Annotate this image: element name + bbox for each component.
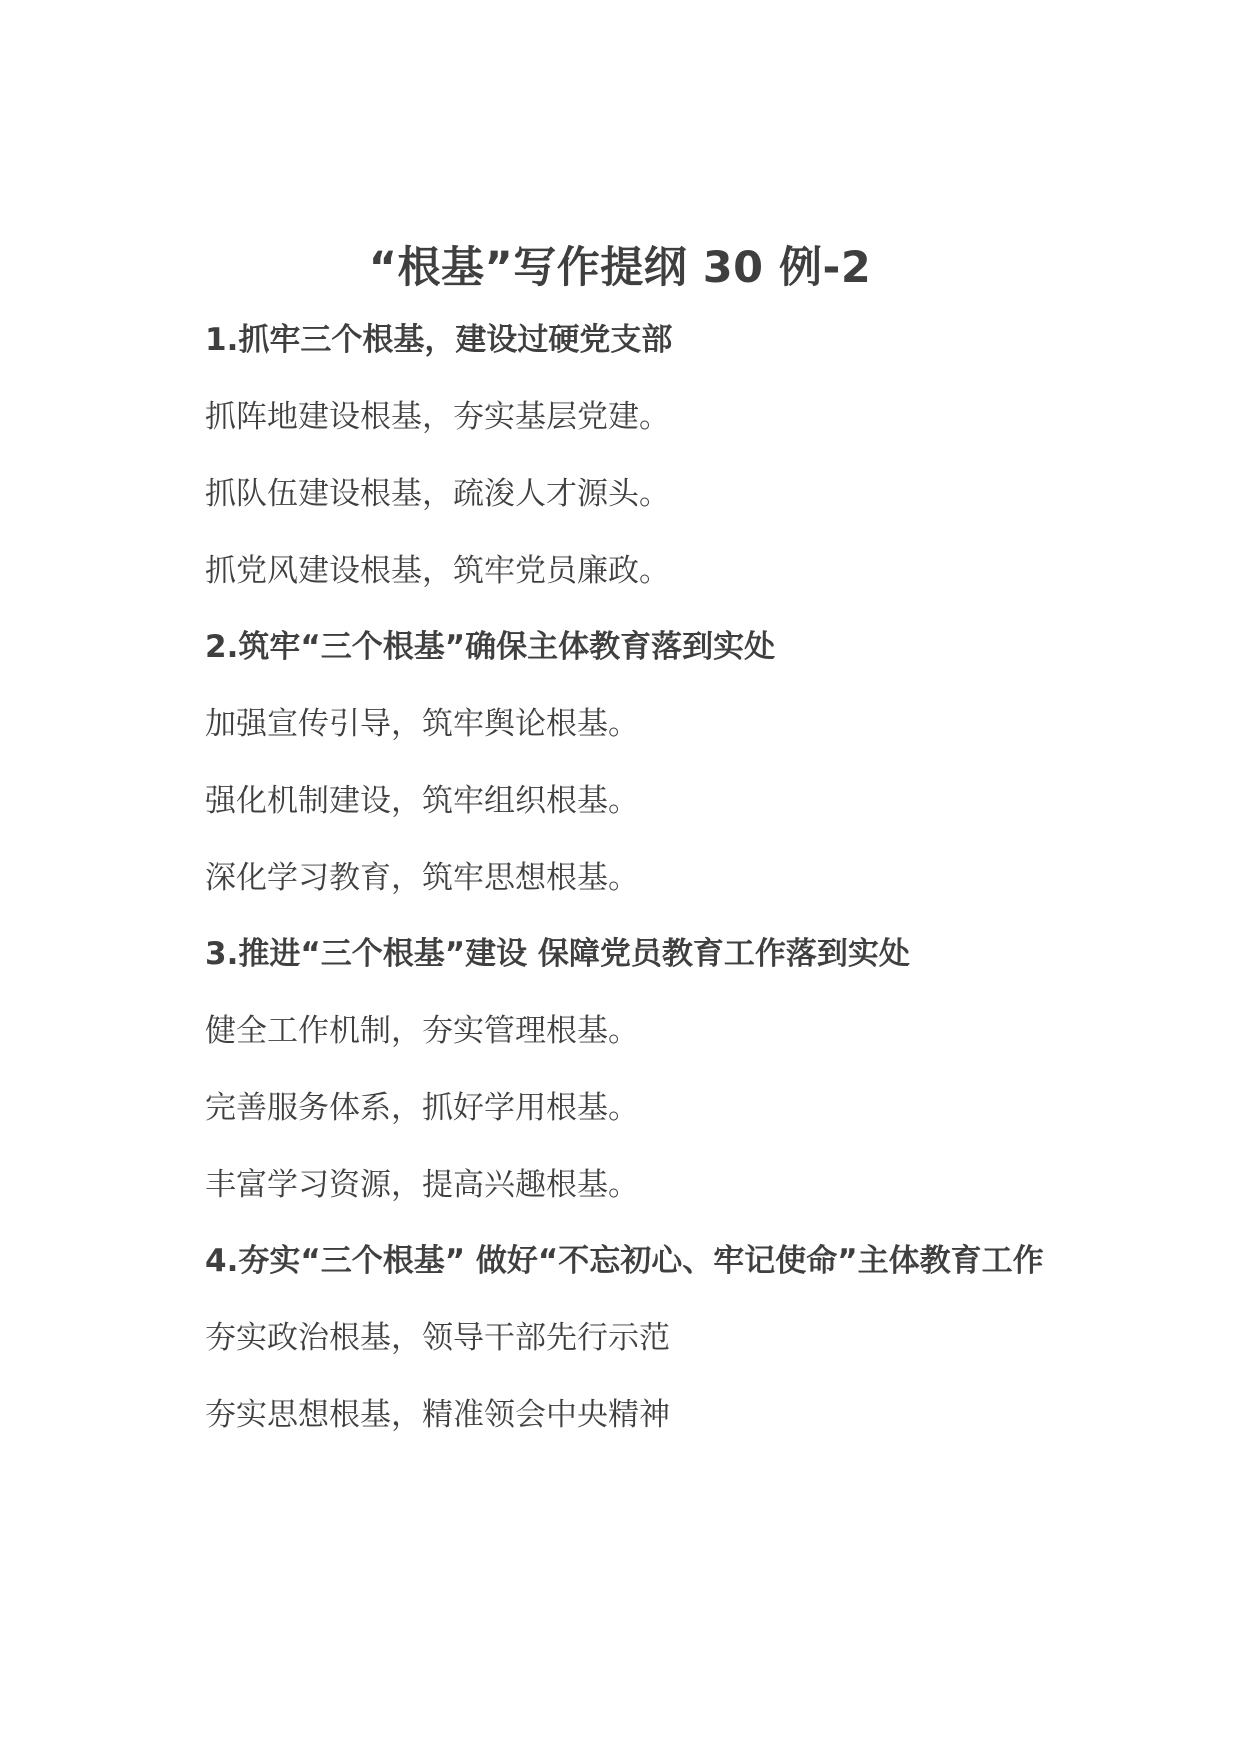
outline-item: 加强宣传引导，筑牢舆论根基。 — [205, 706, 639, 742]
outline-item: 抓阵地建设根基，夯实基层党建。 — [205, 399, 670, 435]
outline-item: 丰富学习资源，提高兴趣根基。 — [205, 1167, 639, 1203]
document-title: “根基”写作提纲 30 例-2 — [368, 243, 872, 293]
section-heading: 2.筑牢“三个根基”确保主体教育落到实处 — [205, 629, 776, 665]
outline-item: 抓队伍建设根基，疏浚人才源头。 — [205, 476, 670, 512]
outline-item: 抓党风建设根基，筑牢党员廉政。 — [205, 553, 670, 589]
section-heading: 4.夯实“三个根基” 做好“不忘初心、牢记使命”主体教育工作 — [205, 1243, 1044, 1279]
outline-item: 完善服务体系，抓好学用根基。 — [205, 1090, 639, 1126]
outline-item: 深化学习教育，筑牢思想根基。 — [205, 860, 639, 896]
outline-item: 夯实思想根基，精准领会中央精神 — [205, 1397, 670, 1433]
outline-item: 健全工作机制，夯实管理根基。 — [205, 1013, 639, 1049]
section-heading: 3.推进“三个根基”建设 保障党员教育工作落到实处 — [205, 936, 910, 972]
outline-item: 夯实政治根基，领导干部先行示范 — [205, 1320, 670, 1356]
section-heading: 1.抓牢三个根基，建设过硬党支部 — [205, 322, 673, 358]
outline-item: 强化机制建设，筑牢组织根基。 — [205, 783, 639, 819]
